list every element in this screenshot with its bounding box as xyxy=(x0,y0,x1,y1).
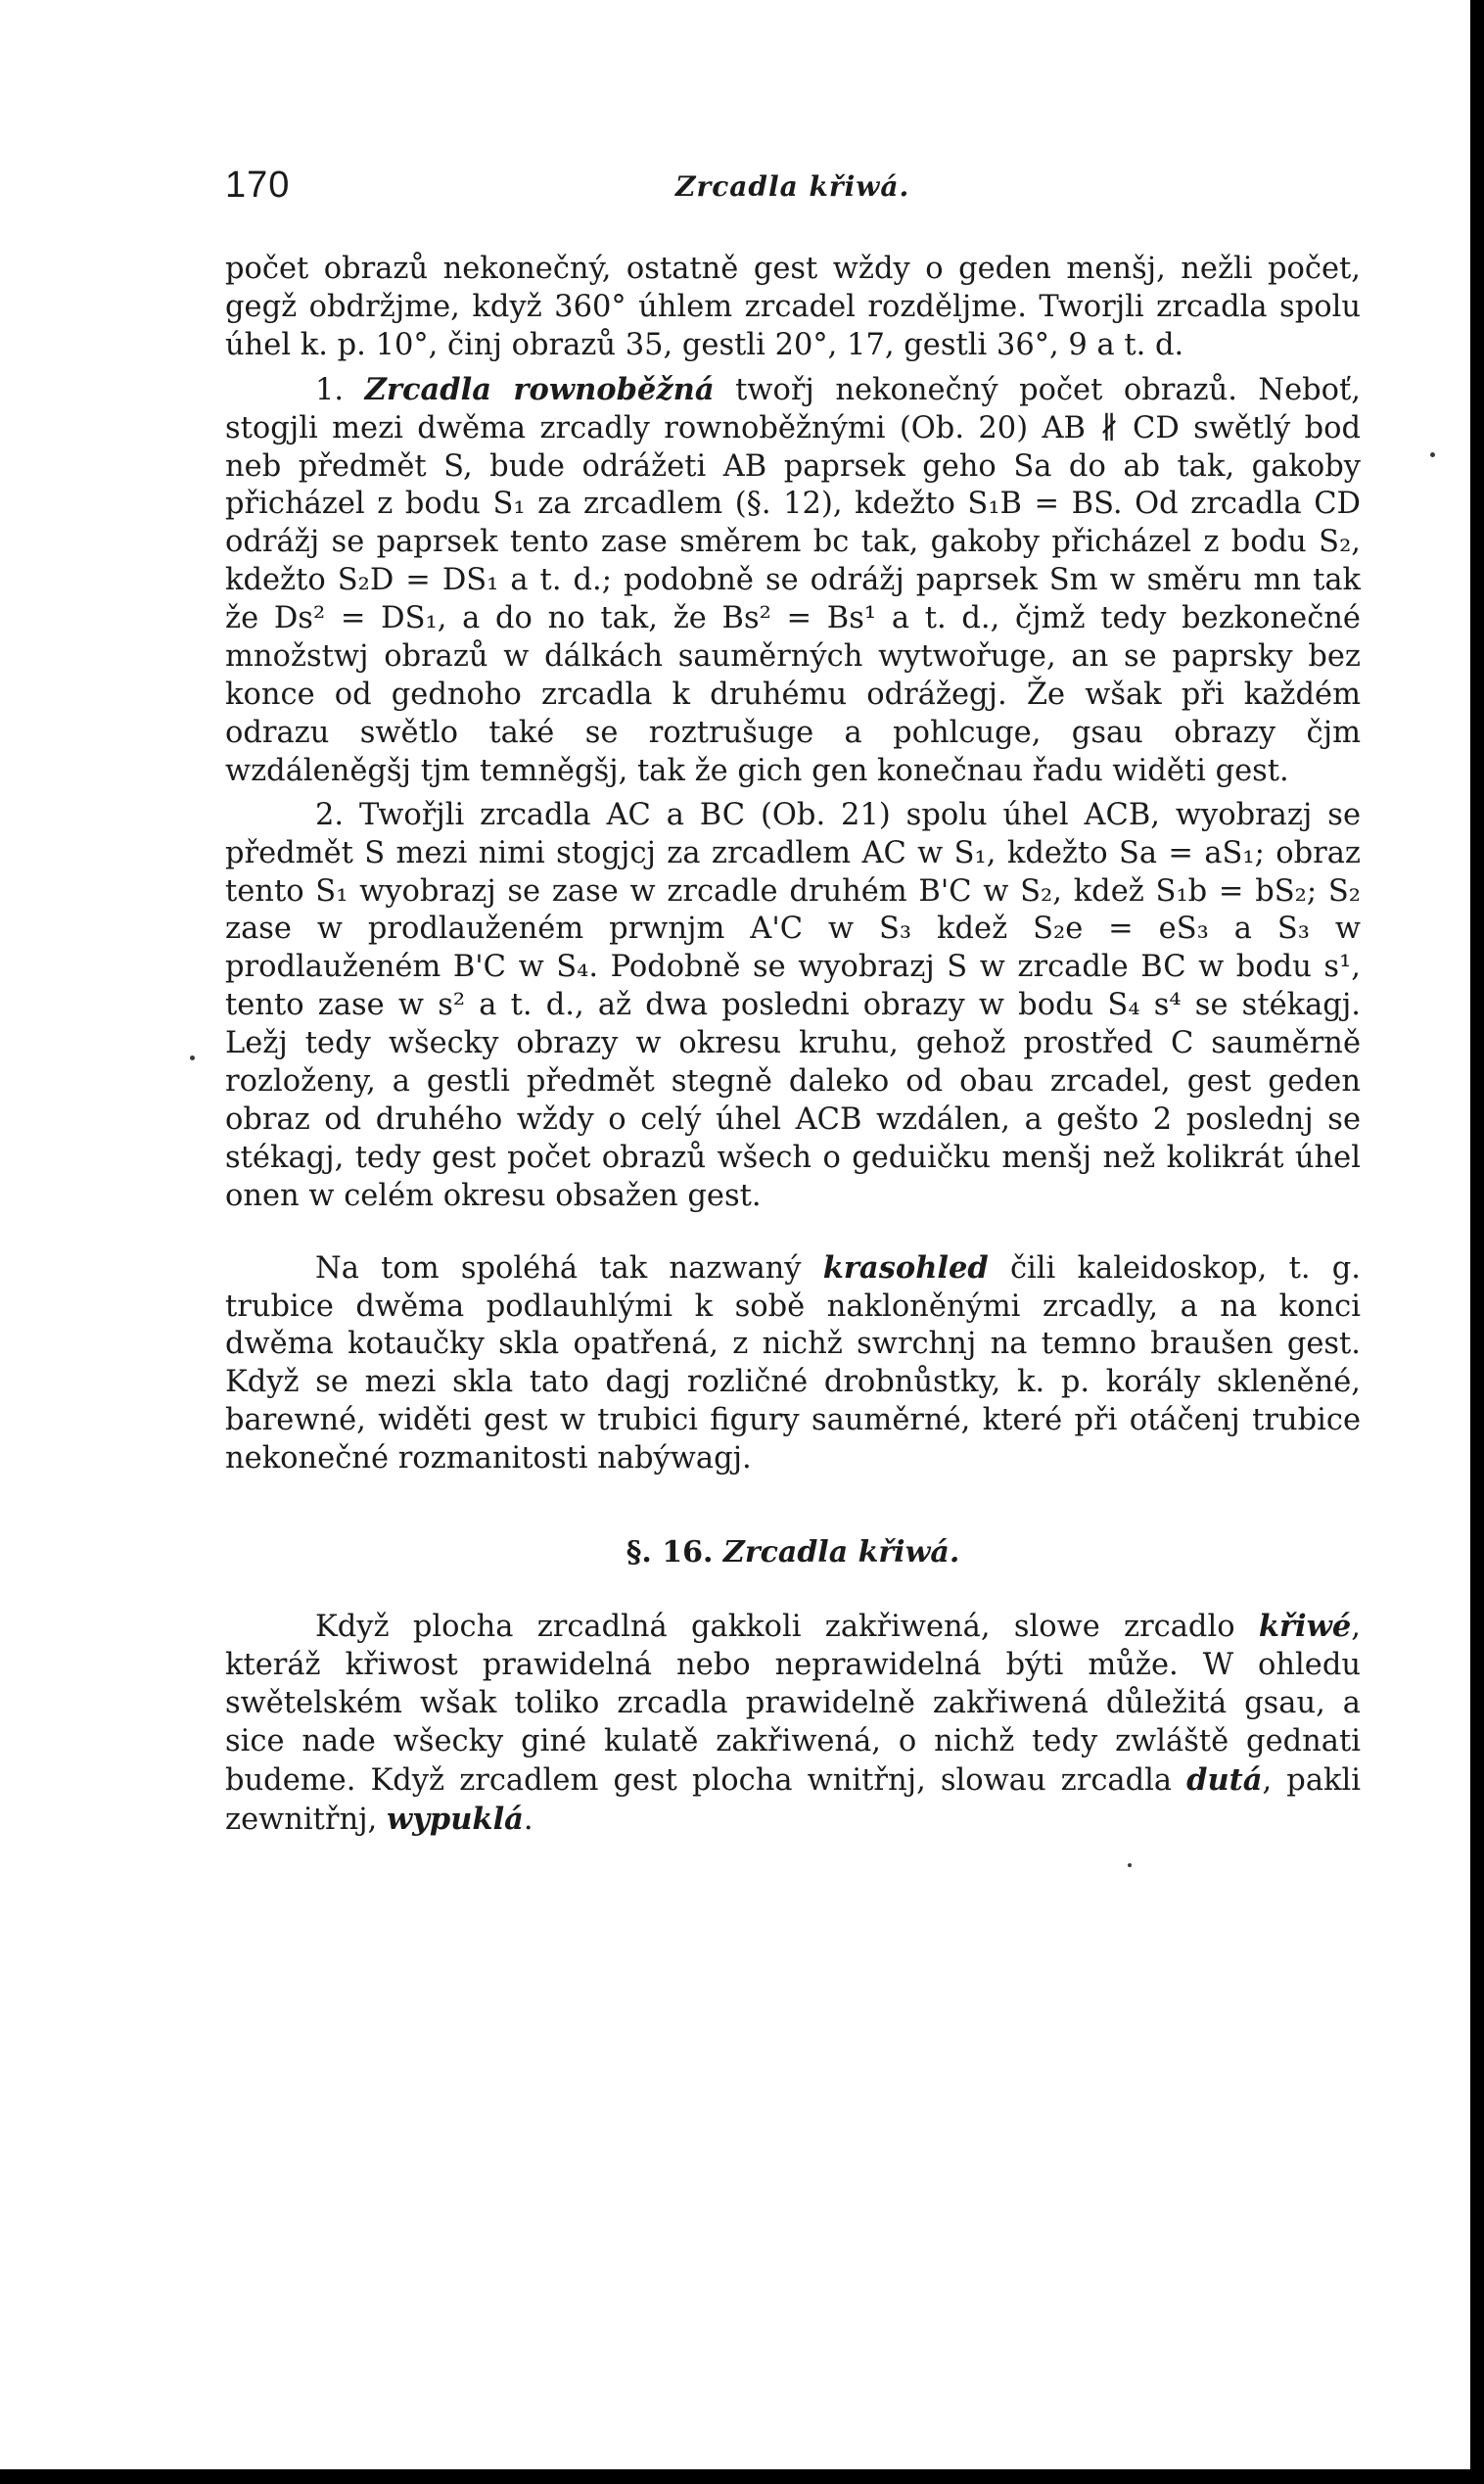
running-head xyxy=(225,147,1361,206)
section-heading xyxy=(225,1533,1361,1572)
section-number: §. 16. xyxy=(626,1535,723,1570)
paragraph-curved-mirrors xyxy=(225,1608,1361,1839)
paragraph-text: Na tom spoléhá tak nazwaný xyxy=(315,1250,823,1286)
emphasis-term: wypuklá xyxy=(386,1801,524,1837)
paragraph-text: 1. xyxy=(315,372,365,407)
scan-speck xyxy=(1430,452,1435,457)
emphasis-term: krasohled xyxy=(822,1249,989,1286)
paragraph-continued: počet obrazů nekonečný, ostatně gest wždy o geden menšj, nežli počet, gegž obdržjme, když 360° úhlem zrcadel rozděljme. Tworjli zrcadla spolu úhel k. p. 10°, činj obrazů 35, gestli 20°, 17, gestli 36°, 9 a t. d. xyxy=(225,252,1361,362)
paragraph-text: . xyxy=(523,1802,533,1837)
paragraph-angled-mirrors: 2. Twořjli zrcadla AC a BC (Ob. 21) spolu úhel ACB, wyobrazj se předmět S mezi nimi stogjcj za zrcadlem AC w S₁, kdežto Sa = aS₁; obraz tento S₁ wyobrazj se zase w zrcadle druhém B'C w S₂, kdež S₁b = bS₂; S₂ zase w prodlauženém prwnjm A'C w S₃ kdež S₂e = eS₃ a S₃ w prodlauženém B'C w S₄. Podobně se wyobrazj S w zrcadle BC w bodu s¹, tento zase w s² a t. d., až dwa posledni obrazy w bodu S₄ s⁴ se stékagj. Ležj tedy wšecky obrazy w okresu kruhu, gehož prostřed C sauměrně rozloženy, a gestli předmět stegně daleko od obau zrcadel, gest geden obraz od druhého wždy o celý úhel ACB wzdálen, a gešto 2 poslednj se stékagj, tedy gest počet obrazů wšech o geduičku menšj než kolikrát úhel onen w celém okresu obsažen gest. xyxy=(225,797,1361,1213)
page-number: 170 xyxy=(225,164,291,206)
paragraph-text: , kteráž křiwost prawidelná nebo neprawidelná býti může. W ohledu swětelském wšak toliko zrcadla prawidelně zakřiwená důležitá gsau, a sice nade wšecky giné kulatě zakřiwená, o nichž tedy zwláště gednati budeme. Když zrcadlem gest plocha wnitřnj, slowau zrcadla xyxy=(225,1610,1361,1798)
emphasis-term: křiwé xyxy=(1258,1609,1352,1645)
emphasis-term: dutá xyxy=(1186,1761,1263,1798)
paragraph-text: , pakli zewnitřnj, xyxy=(225,1762,1361,1837)
page-body xyxy=(225,251,1361,1840)
paragraph-text: Když plocha zrcadlná gakkoli zakřiwená, slowe zrcadlo xyxy=(315,1610,1259,1645)
scan-speck xyxy=(1128,1863,1132,1867)
paragraph-text: twořj nekonečný počet obrazů. Neboť, stogjli mezi dwěma zrcadly rownoběžnými (Ob. 20) AB ∦ CD swětlý bod neb předmět S, bude odrážeti AB paprsek geho Sa do ab tak, gakoby přicházel z bodu S₁ za zrcadlem (§. 12), kdežto S₁B = BS. Od zrcadla CD odrážj se paprsek tento zase směrem bc tak, gakoby přicházel z bodu S₂, kdežto S₂D = DS₁ a t. d.; podobně se odrážj paprsek Sm w směru mn tak že Ds² = DS₁, a do no tak, že Bs² = Bs¹ a t. d., čjmž tedy bezkonečné množstwj obrazů w dálkách sauměrných wytwořuge, an se paprsky bez konce od gednoho zrcadla k druhému odrážegj. Že wšak při každém odrazu swětlo také se roztrušuge a pohlcuge, gsau obrazy čjm wzdáleněgšj tjm temněgšj, tak že gich gen konečnau řadu widěti gest. xyxy=(225,372,1361,788)
paragraph-kaleidoscope xyxy=(225,1249,1361,1478)
paragraph-text: čili kaleidoskop, t. g. trubice dwěma podlauhlými k sobě nakloněnými zrcadly, a na konci dwěma kotaučky skla opatřená, z nichž swrchnj na temno braušen gest. Když se mezi skla tato dagj rozličné drobnůstky, k. p. korály skleněné, barewné, widěti gest w trubici figury sauměrné, které při otáčenj trubice nekonečné rozmanitosti nabýwagj. xyxy=(225,1250,1361,1476)
paragraph-parallel-mirrors xyxy=(225,371,1361,791)
running-title: Zrcadla křiwá. xyxy=(675,170,910,203)
emphasis-term: Zrcadla rownoběžná xyxy=(364,371,715,407)
book-page xyxy=(225,147,1361,1840)
section-title: Zrcadla křiwá. xyxy=(722,1535,960,1570)
scan-speck xyxy=(190,1055,195,1060)
